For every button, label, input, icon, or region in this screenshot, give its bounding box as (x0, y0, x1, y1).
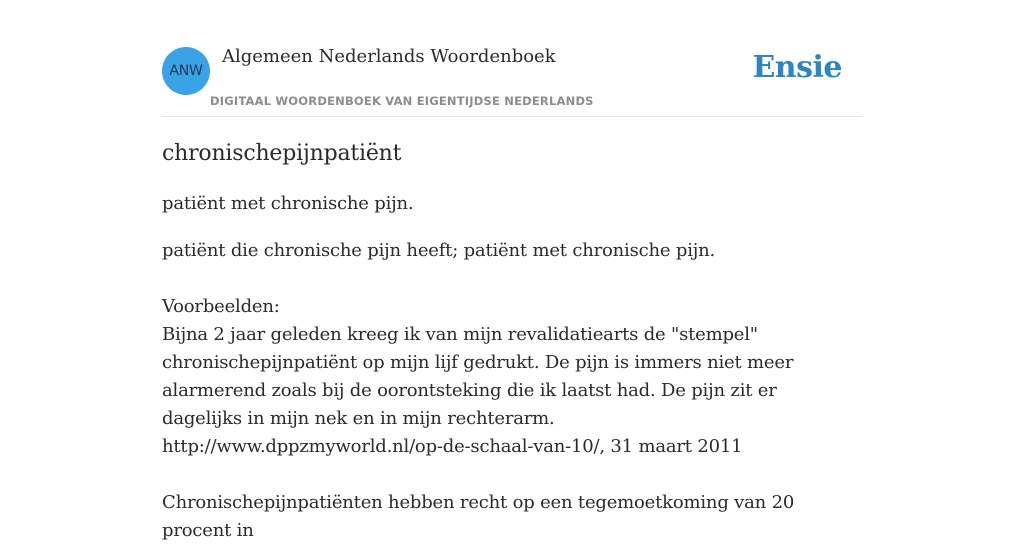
examples-section (162, 293, 862, 545)
definition-short: patiënt met chronische pijn. (162, 193, 414, 214)
definition-long: patiënt die chronische pijn heeft; patiënt met chronische pijn. (162, 240, 716, 261)
example-source (162, 433, 862, 461)
example-text: Bijna 2 jaar geleden kreeg ik van mijn revalidatiearts de "stempel" chronischepijnpatiënt op mijn lijf gedrukt. De pijn is immers niet meer alarmerend zoals bij de oorontsteking die ik laatst had. De pijn zit er dagelijks in mijn nek en in mijn rechterarm. (162, 324, 794, 429)
example-text: Chronischepijnpatiënten hebben recht op een tegemoetkoming van 20 procent in (162, 492, 795, 541)
site-subtitle: DIGITAAL WOORDENBOEK VAN EIGENTIJDSE NEDERLANDS (210, 94, 594, 108)
entry-word: chronischepijnpatiënt (162, 141, 402, 166)
page (162, 0, 862, 541)
anw-logo-text: ANW (169, 63, 203, 79)
ensie-brand-logo[interactable]: Ensie (752, 50, 842, 85)
entry-content (162, 138, 862, 545)
examples-label: Voorbeelden: (162, 296, 280, 317)
spacer (162, 461, 862, 489)
anw-logo[interactable] (162, 47, 210, 95)
example-source-link[interactable]: http://www.dppzmyworld.nl/op-de-schaal-van-10/ (162, 436, 600, 457)
example-source-date: , 31 maart 2011 (599, 436, 743, 457)
site-title[interactable]: Algemeen Nederlands Woordenboek (222, 46, 556, 67)
site-header (162, 0, 862, 117)
